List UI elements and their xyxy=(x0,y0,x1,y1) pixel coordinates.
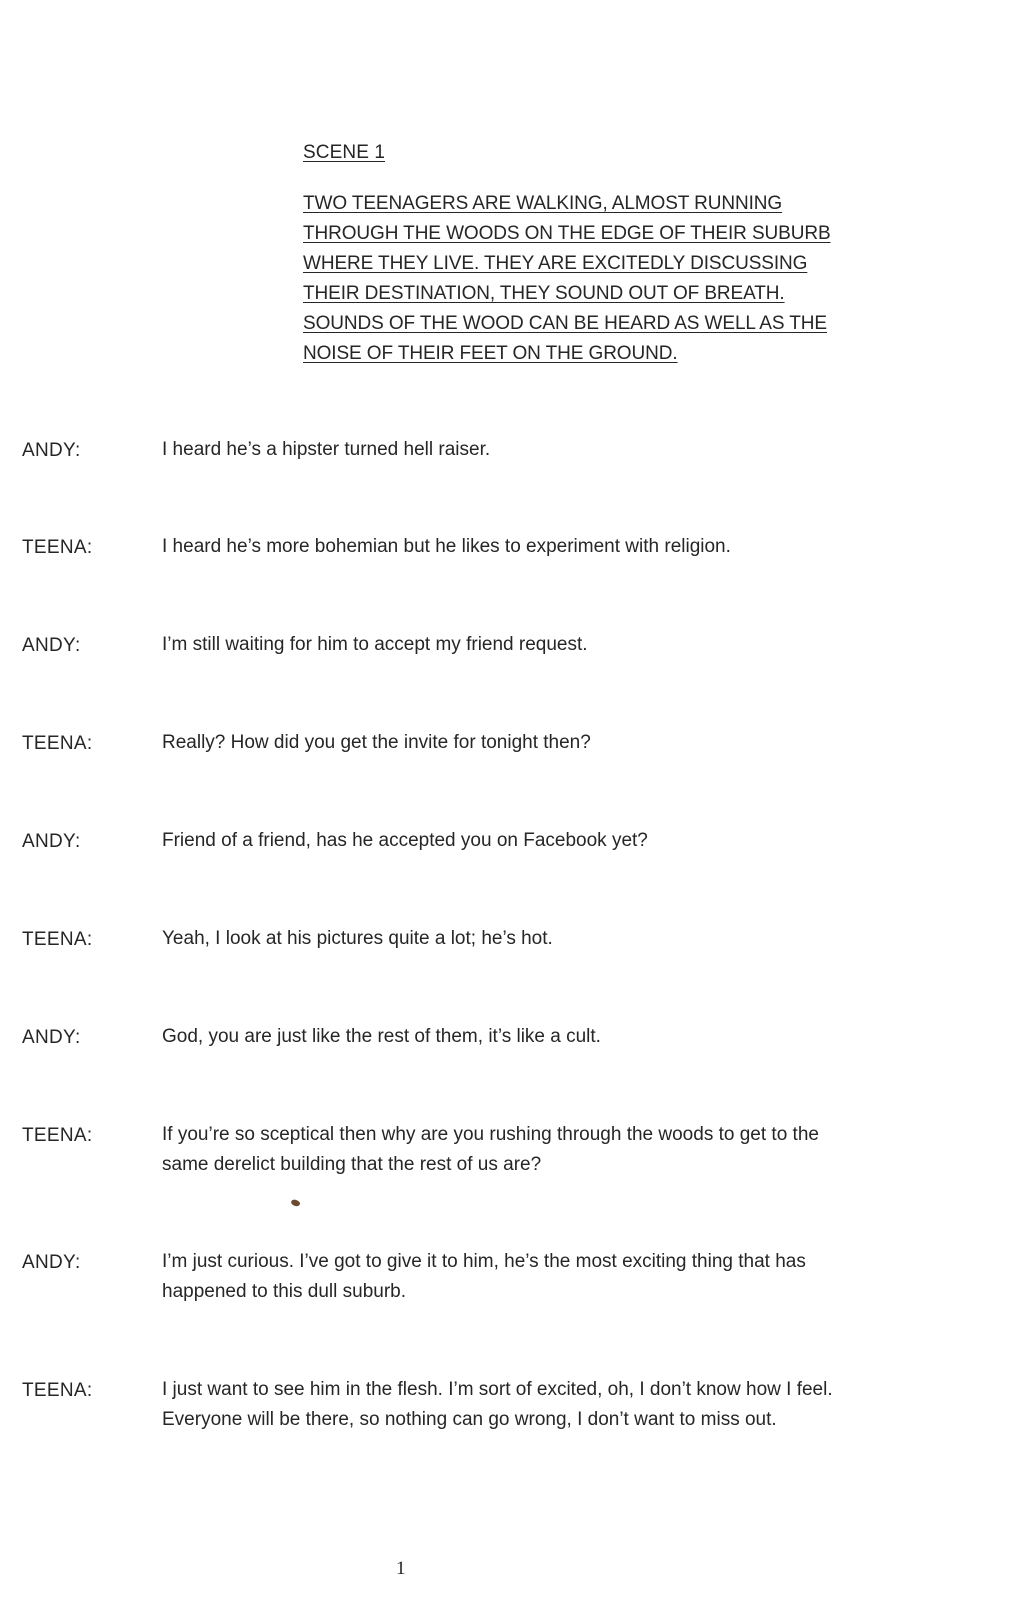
speaker-name: ANDY: xyxy=(22,635,81,656)
speaker-name: TEENA: xyxy=(22,1125,93,1146)
dialogue-text: Yeah, I look at his pictures quite a lot; he’s hot. xyxy=(162,928,553,949)
speaker-name: TEENA: xyxy=(22,1380,93,1401)
speaker-name: TEENA: xyxy=(22,733,93,754)
dialogue-text: I’m still waiting for him to accept my friend request. xyxy=(162,634,588,655)
page-number: 1 xyxy=(396,1558,406,1579)
dialogue-text: God, you are just like the rest of them, it’s like a cult. xyxy=(162,1026,601,1047)
speaker-name: ANDY: xyxy=(22,440,81,461)
dialogue-text: I’m just curious. I’ve got to give it to him, he’s the most exciting thing that has happened to this dull suburb. xyxy=(162,1251,806,1302)
dialogue-text: Friend of a friend, has he accepted you on Facebook yet? xyxy=(162,830,648,851)
dialogue-text: Really? How did you get the invite for tonight then? xyxy=(162,732,591,753)
dialogue-text: I heard he’s a hipster turned hell raiser. xyxy=(162,439,491,460)
scan-speck xyxy=(290,1198,301,1207)
scene-heading: SCENE 1 xyxy=(303,142,386,163)
speaker-name: TEENA: xyxy=(22,537,93,558)
dialogue-text: I heard he’s more bohemian but he likes to experiment with religion. xyxy=(162,536,731,557)
stage-direction: TWO TEENAGERS ARE WALKING, ALMOST RUNNING THROUGH THE WOODS ON THE EDGE OF THEIR SUBURB WHERE THEY LIVE. THEY ARE EXCITEDLY DISCUSSING THEIR DESTINATION, THEY SOUND OUT OF BREATH. SOUNDS OF THE WOOD CAN BE HEARD AS WELL AS THE NOISE OF THEIR FEET ON THE GROUND. xyxy=(303,193,831,364)
dialogue-text: I just want to see him in the flesh. I’m sort of excited, oh, I don’t know how I feel. Everyone will be there, so nothing can go wrong, I don’t want to miss out. xyxy=(162,1379,833,1430)
speaker-name: ANDY: xyxy=(22,1027,81,1048)
speaker-name: ANDY: xyxy=(22,831,81,852)
speaker-name: ANDY: xyxy=(22,1252,81,1273)
speaker-name: TEENA: xyxy=(22,929,93,950)
dialogue-text: If you’re so sceptical then why are you rushing through the woods to get to the same derelict building that the rest of us are? xyxy=(162,1124,819,1175)
